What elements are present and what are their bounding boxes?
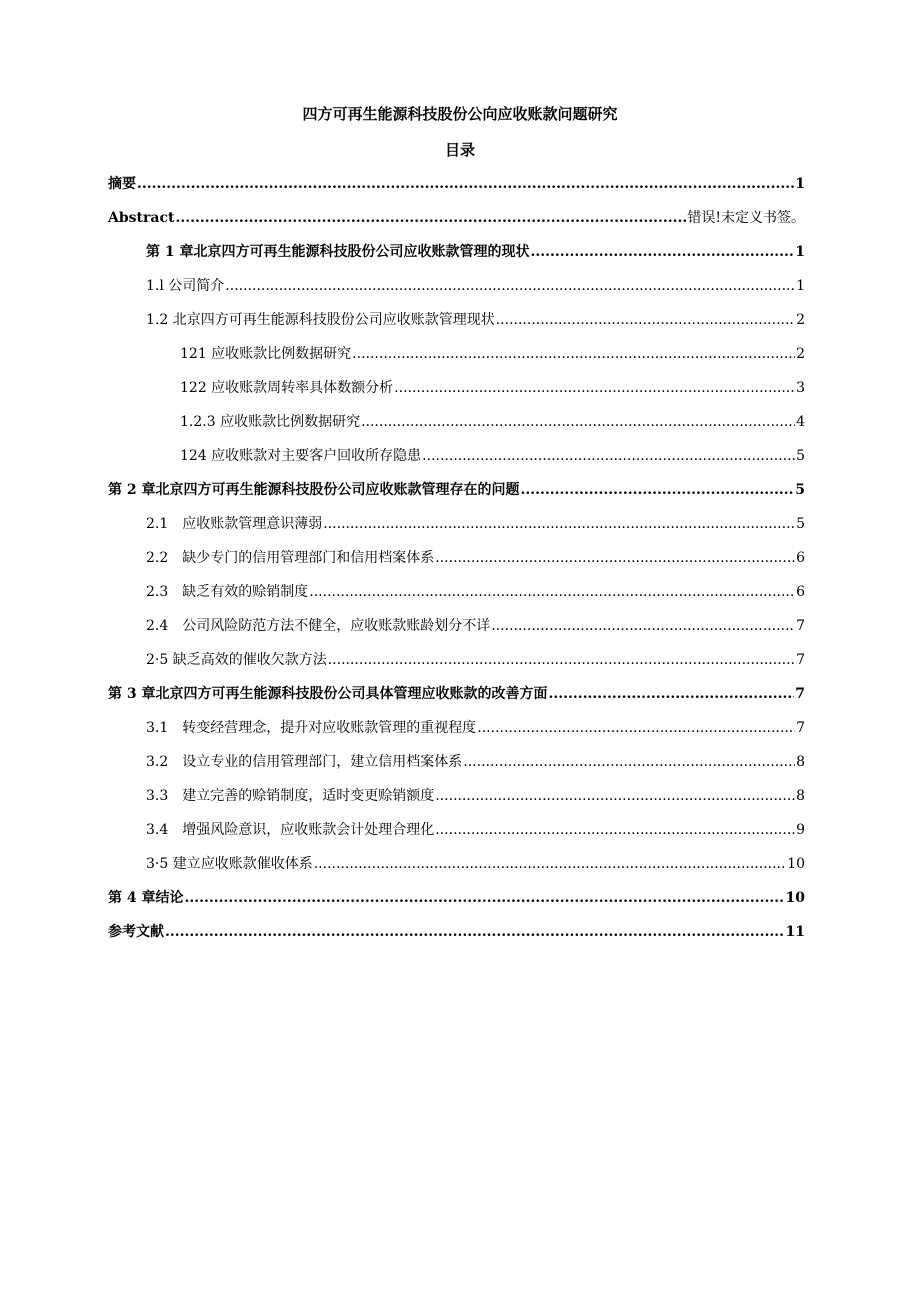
toc-entry-page: 5 (795, 482, 805, 498)
toc-entry-label: 2.2 缺少专门的信用管理部门和信用档案体系 (146, 550, 435, 566)
toc-entry-page: 2 (796, 312, 805, 328)
toc-entry-page: 7 (795, 686, 805, 702)
toc-entry-label: Abstract (108, 210, 175, 226)
toc-dot-leader (435, 547, 795, 569)
toc-dot-leader (549, 683, 795, 705)
toc-entry-label: 第 2 章北京四方可再生能源科技股份公司应收账款管理存在的问题 (108, 482, 520, 498)
toc-entry-section-2-3[interactable] (108, 581, 805, 615)
toc-dot-leader (422, 445, 795, 467)
toc-entry-label: 2.1 应收账款管理意识薄弱 (146, 516, 323, 532)
toc-dot-leader (323, 513, 795, 535)
toc-entry-page: 1 (795, 244, 805, 260)
toc-dot-leader (435, 819, 795, 841)
toc-entry-label: 2.4 公司风险防范方法不健全，应收账款账龄划分不详 (146, 618, 491, 634)
toc-entry-abstract-en[interactable] (108, 207, 805, 241)
toc-entry-label: 3.4 增强风险意识，应收账款会计处理合理化 (146, 822, 435, 838)
toc-entry-label: 第 4 章结论 (108, 890, 184, 906)
toc-entry-label: 124 应收账款对主要客户回收所存隐患 (180, 448, 422, 464)
toc-entry-section-2-2[interactable] (108, 547, 805, 581)
toc-entry-label: 第 1 章北京四方可再生能源科技股份公司应收账款管理的现状 (146, 244, 530, 260)
toc-entry-chapter-4[interactable] (108, 887, 805, 921)
toc-dot-leader (491, 615, 795, 637)
toc-dot-leader (521, 479, 795, 501)
toc-entry-label: 3.3 建立完善的赊销制度，适时变更赊销额度 (146, 788, 435, 804)
toc-entry-section-2-5[interactable] (108, 649, 805, 683)
toc-entry-section-1-2-2[interactable] (108, 377, 805, 411)
toc-entry-label: 1.2.3 应收账款比例数据研究 (180, 414, 361, 430)
toc-entry-label: 1.2 北京四方可再生能源科技股份公司应收账款管理现状 (146, 312, 495, 328)
toc-dot-leader (352, 343, 795, 365)
toc-dot-leader (531, 241, 795, 263)
toc-entry-label: 2·5 缺乏高效的催收欠款方法 (146, 652, 327, 668)
toc-entry-page: 10 (785, 890, 805, 906)
toc-entry-label: 121 应收账款比例数据研究 (180, 346, 352, 362)
toc-entry-page: 7 (796, 652, 805, 668)
toc-entry-page: 9 (796, 822, 805, 838)
toc-entry-chapter-1[interactable] (108, 241, 805, 275)
toc-entry-label: 3·5 建立应收账款催收体系 (146, 856, 313, 872)
toc-entry-page: 7 (796, 720, 805, 736)
table-of-contents (108, 173, 805, 955)
toc-entry-label: 3.2 设立专业的信用管理部门，建立信用档案体系 (146, 754, 463, 770)
toc-dot-leader (435, 785, 795, 807)
toc-dot-leader (137, 173, 794, 195)
toc-entry-section-1-2-4[interactable] (108, 445, 805, 479)
toc-entry-page: 7 (796, 618, 805, 634)
toc-entry-page: 3 (796, 380, 805, 396)
toc-entry-page: 8 (796, 754, 805, 770)
toc-dot-leader (328, 649, 795, 671)
toc-entry-section-2-4[interactable] (108, 615, 805, 649)
toc-entry-references[interactable] (108, 921, 805, 955)
toc-entry-chapter-2[interactable] (108, 479, 805, 513)
toc-entry-section-3-3[interactable] (108, 785, 805, 819)
toc-entry-abstract-cn[interactable] (108, 173, 805, 207)
toc-entry-label: 3.1 转变经营理念，提升对应收账款管理的重视程度 (146, 720, 477, 736)
toc-entry-label: 参考文献 (108, 924, 164, 940)
toc-entry-page: 4 (796, 414, 805, 430)
toc-entry-page: 5 (796, 516, 805, 532)
toc-entry-label: 第 3 章北京四方可再生能源科技股份公司具体管理应收账款的改善方面 (108, 686, 548, 702)
toc-entry-section-1-2-3[interactable] (108, 411, 805, 445)
toc-entry-page: 6 (796, 584, 805, 600)
toc-dot-leader (477, 717, 795, 739)
toc-entry-section-1-2-1[interactable] (108, 343, 805, 377)
toc-entry-section-3-4[interactable] (108, 819, 805, 853)
toc-entry-chapter-3[interactable] (108, 683, 805, 717)
toc-entry-page: 5 (796, 448, 805, 464)
toc-entry-section-3-5[interactable] (108, 853, 805, 887)
toc-entry-page: 10 (787, 856, 805, 872)
toc-entry-section-1-1[interactable] (108, 275, 805, 309)
toc-dot-leader (165, 921, 785, 943)
toc-entry-label: 1.l 公司简介 (146, 278, 225, 294)
toc-entry-page: 错误!未定义书签。 (687, 210, 805, 226)
toc-dot-leader (394, 377, 795, 399)
toc-entry-page: 1 (796, 278, 805, 294)
toc-entry-section-2-1[interactable] (108, 513, 805, 547)
toc-entry-section-1-2[interactable] (108, 309, 805, 343)
toc-dot-leader (463, 751, 795, 773)
toc-entry-page: 11 (785, 924, 805, 940)
toc-dot-leader (309, 581, 795, 603)
toc-entry-label: 122 应收账款周转率具体数额分析 (180, 380, 394, 396)
toc-entry-page: 2 (796, 346, 805, 362)
toc-entry-label: 摘要 (108, 176, 136, 192)
toc-dot-leader (314, 853, 786, 875)
toc-dot-leader (185, 887, 785, 909)
toc-entry-page: 6 (796, 550, 805, 566)
toc-dot-leader (496, 309, 795, 331)
toc-entry-section-3-1[interactable] (108, 717, 805, 751)
toc-dot-leader (175, 207, 686, 229)
toc-entry-section-3-2[interactable] (108, 751, 805, 785)
toc-dot-leader (361, 411, 795, 433)
toc-entry-page: 8 (796, 788, 805, 804)
toc-dot-leader (225, 275, 795, 297)
document-title: 四方可再生能源科技股份公向应收账款问题研究 (302, 105, 618, 123)
toc-heading: 目录 (444, 141, 475, 159)
toc-entry-page: 1 (795, 176, 805, 192)
toc-entry-label: 2.3 缺乏有效的赊销制度 (146, 584, 309, 600)
